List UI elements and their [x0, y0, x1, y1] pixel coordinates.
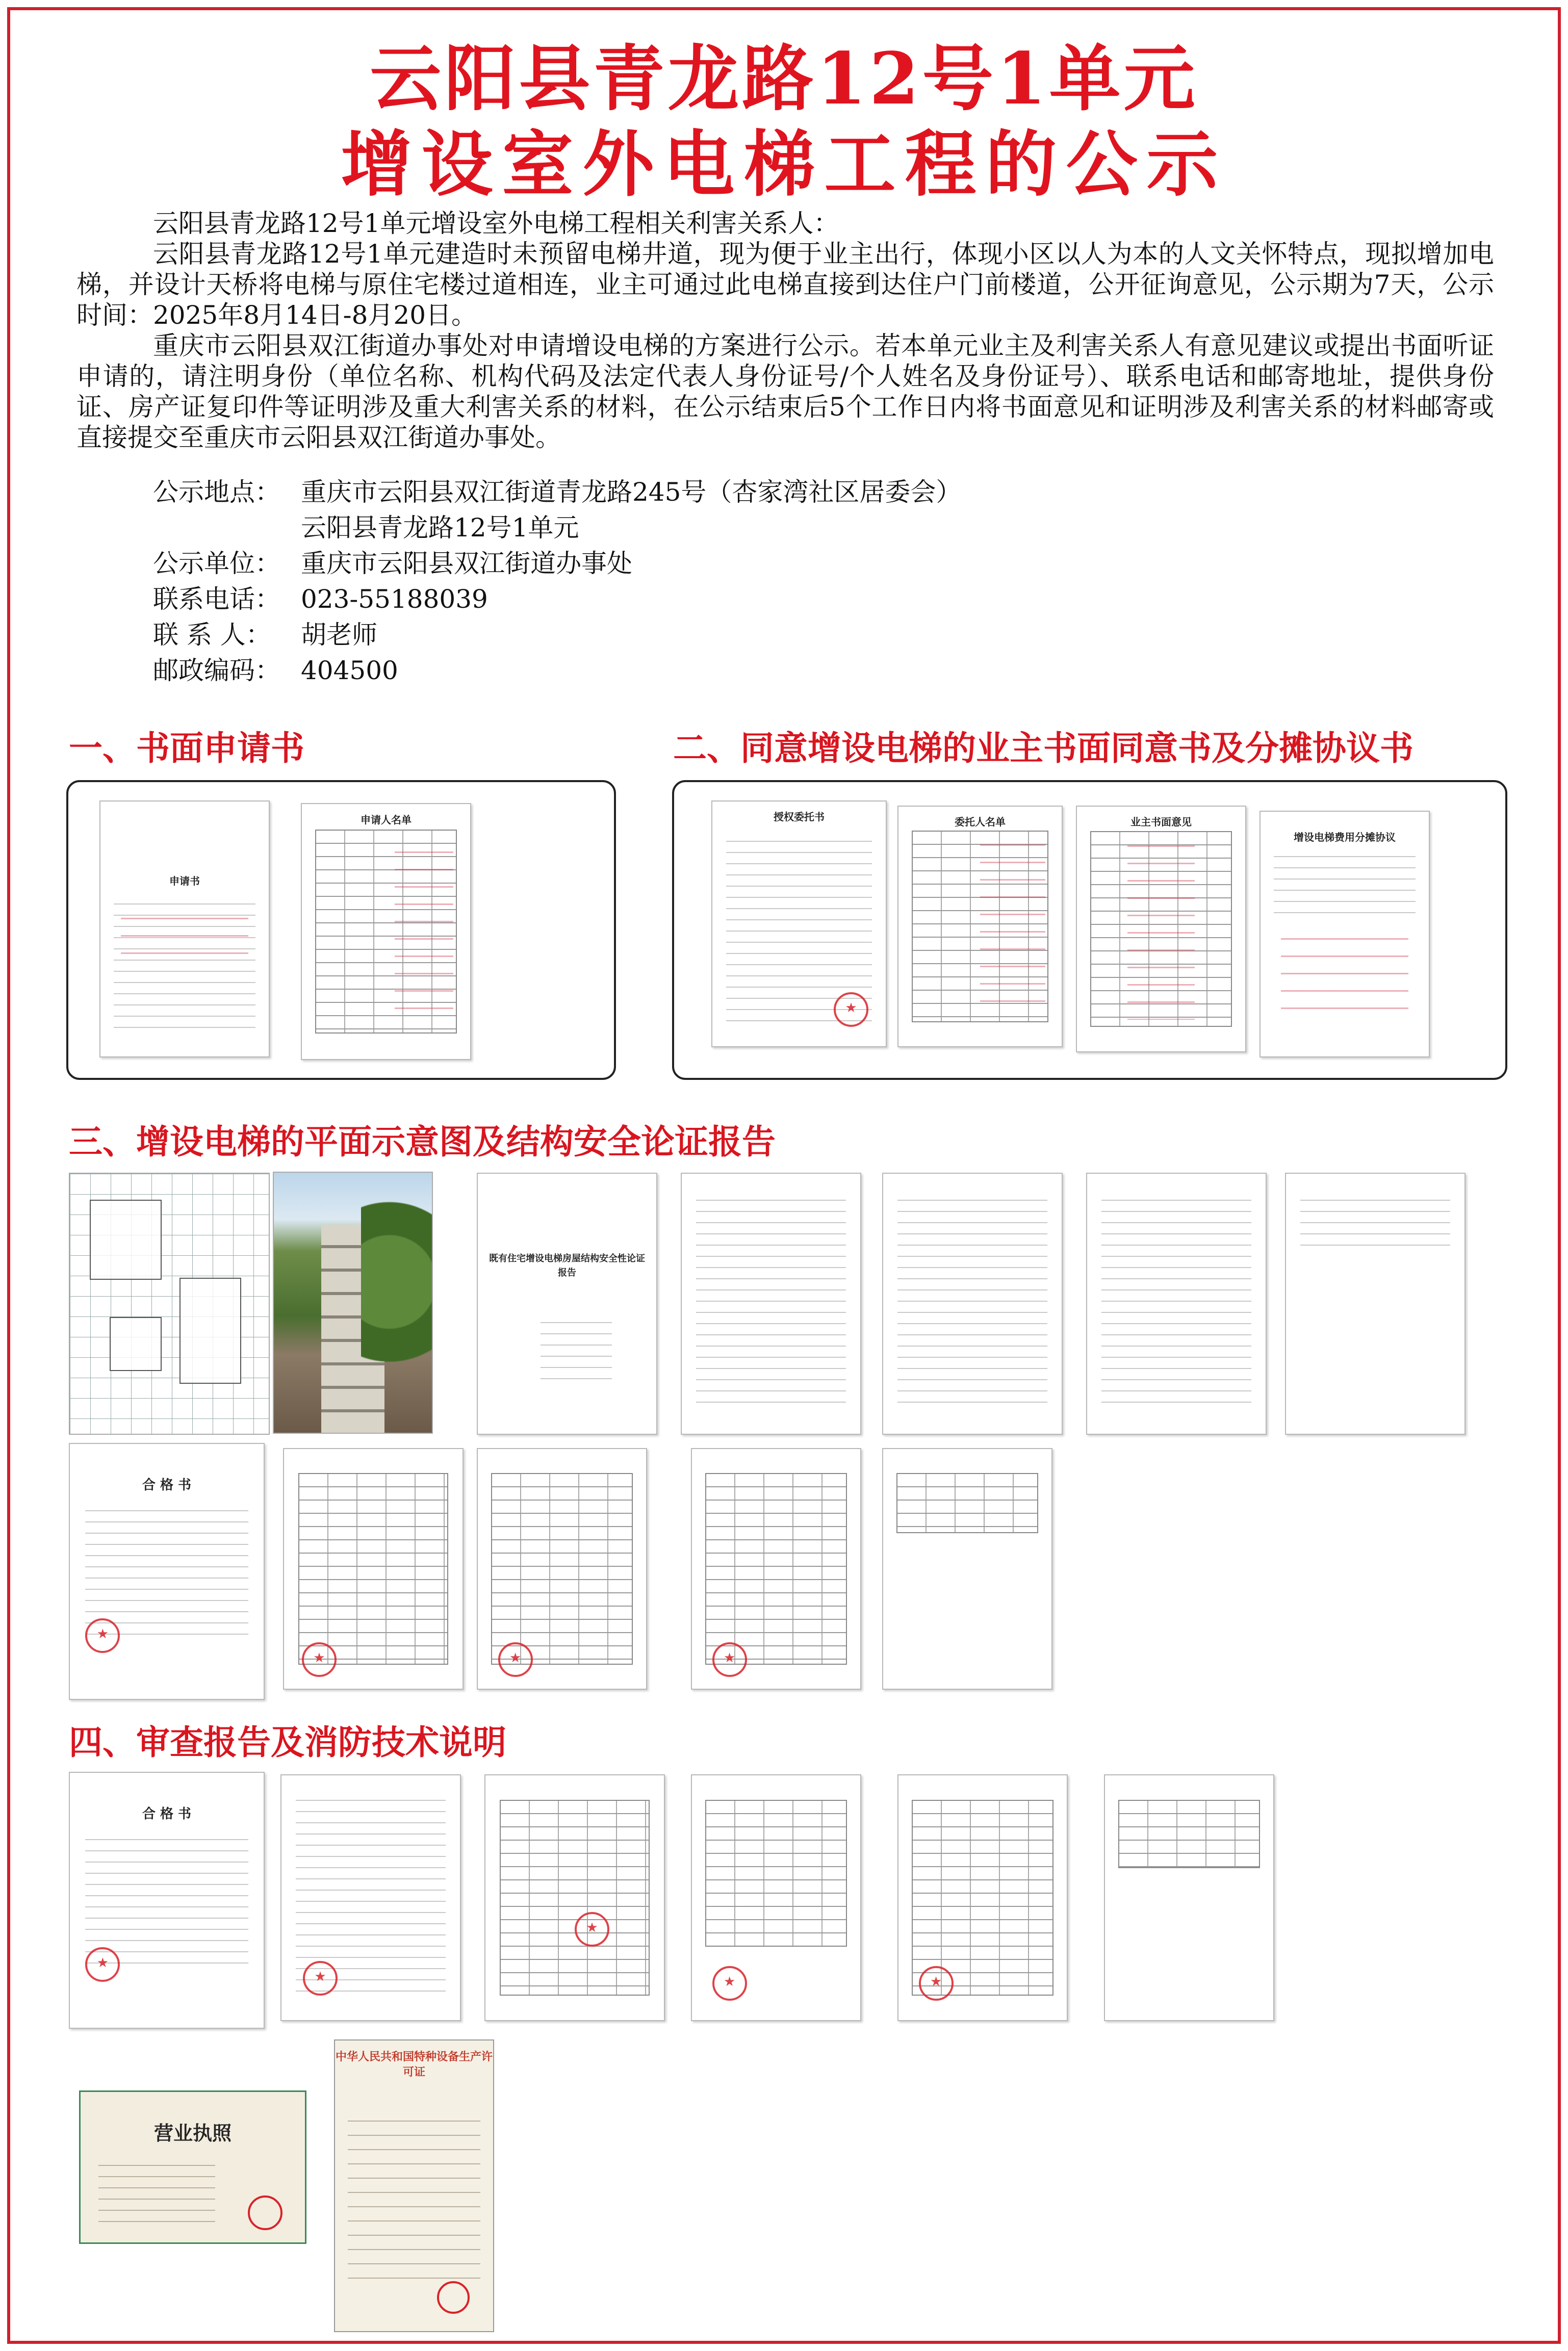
- doc-title: 委托人名单: [955, 816, 1006, 829]
- contact-value: 胡老师: [301, 620, 377, 650]
- section-4-heading: 四、审查报告及消防技术说明: [69, 1723, 506, 1762]
- unit-value: 重庆市云阳县双江街道办事处: [301, 549, 632, 578]
- fire-review-1: [280, 1774, 461, 2021]
- doc-title: 授权委托书: [774, 811, 825, 823]
- cost-sharing-agreement-doc: [1259, 811, 1430, 1057]
- unit-label: 公示单位：: [153, 549, 280, 578]
- report-page-4: [1285, 1173, 1466, 1435]
- application-letter-doc: [99, 800, 270, 1057]
- fire-review-2: [484, 1774, 665, 2021]
- license-title: 营业执照: [153, 2122, 232, 2145]
- doc-title: 申请书: [169, 875, 200, 887]
- business-license: [79, 2090, 306, 2244]
- intro-salutation: 云阳县青龙路12号1单元增设室外电梯工程相关利害关系人：: [153, 209, 839, 238]
- fire-review-5: [1104, 1774, 1274, 2021]
- phone-label: 联系电话：: [153, 584, 280, 614]
- permit-title: 中华人民共和国特种设备生产许可证: [335, 2051, 493, 2079]
- review-form-3: [691, 1448, 861, 1690]
- intro-text: [76, 208, 1494, 453]
- applicant-list-doc: [301, 803, 471, 1060]
- structural-report-cover: [477, 1173, 657, 1435]
- info-location-2: [153, 510, 961, 546]
- section-3-heading: 三、增设电梯的平面示意图及结构安全论证报告: [69, 1122, 776, 1161]
- poster-title-line2: 增设室外电梯工程的公示: [341, 123, 1227, 206]
- report-page-1: [681, 1173, 861, 1435]
- info-location: [153, 474, 961, 510]
- delegator-list-doc: [897, 806, 1063, 1047]
- doc-title: 合 格 书: [142, 1806, 192, 1822]
- doc-title: 业主书面意见: [1130, 816, 1192, 829]
- location-value-2: 云阳县青龙路12号1单元: [301, 513, 579, 542]
- owner-opinion-doc: [1076, 806, 1246, 1052]
- review-form-1: [283, 1448, 464, 1690]
- postcode-label: 邮政编码：: [153, 656, 280, 685]
- review-form-2: [477, 1448, 647, 1690]
- doc-title: 既有住宅增设电梯房屋结构安全性论证报告: [489, 1253, 645, 1278]
- location-label: 公示地点：: [153, 477, 280, 507]
- fire-review-3: [691, 1774, 861, 2021]
- intro-paragraph-2: 重庆市云阳县双江街道办事处对申请增设电梯的方案进行公示。若本单元业主及利害关系人有意见建议或提出书面听证申请的，请注明身份（单位名称、机构代码及法定代表人身份证号/个人姓名及身份证号）、联系电话和邮寄地址，提供身份证、房产证复印件等证明涉及重大利害关系的材料，在公示结束后5个工作日内将书面意见和证明涉及利害关系的材料邮寄或直接提交至重庆市云阳县双江街道办事处。: [76, 331, 1494, 452]
- phone-value: 023-55188039: [301, 584, 488, 614]
- location-value-1: 重庆市云阳县双江街道青龙路245号（杏家湾社区居委会）: [301, 477, 962, 507]
- power-of-attorney-doc: [711, 800, 887, 1047]
- special-equipment-permit: [334, 2039, 494, 2332]
- report-page-2: [882, 1173, 1063, 1435]
- info-phone: [153, 581, 961, 617]
- report-page-3: [1086, 1173, 1267, 1435]
- section-2-heading: 二、同意增设电梯的业主书面同意书及分摊协议书: [673, 729, 1413, 768]
- fire-review-4: [897, 1774, 1068, 2021]
- floor-plan-drawing: [69, 1173, 270, 1435]
- postcode-value: 404500: [301, 656, 398, 685]
- poster-title-line1: 云阳县青龙路12号1单元: [370, 37, 1198, 121]
- doc-title: 合 格 书: [142, 1478, 192, 1493]
- certificate-doc: [69, 1443, 265, 1700]
- certificate-doc-2: [69, 1772, 265, 2029]
- info-unit: [153, 546, 961, 581]
- doc-title: 增设电梯费用分摊协议: [1294, 831, 1396, 843]
- contact-label: 联 系 人：: [153, 620, 271, 650]
- review-form-4: [882, 1448, 1052, 1690]
- building-photo: [273, 1172, 433, 1434]
- section-1-heading: 一、书面申请书: [69, 729, 304, 768]
- contact-info: [153, 474, 961, 688]
- intro-paragraph-1: 云阳县青龙路12号1单元建造时未预留电梯井道，现为便于业主出行，体现小区以人为本的人文关怀特点，现拟增加电梯，并设计天桥将电梯与原住宅楼过道相连，业主可通过此电梯直接到达住户门前楼道，公开征询意见，公示期为7天，公示时间：2025年8月14日-8月20日。: [76, 239, 1494, 330]
- info-postcode: [153, 653, 961, 688]
- info-contact: [153, 617, 961, 653]
- doc-title: 申请人名单: [361, 814, 412, 826]
